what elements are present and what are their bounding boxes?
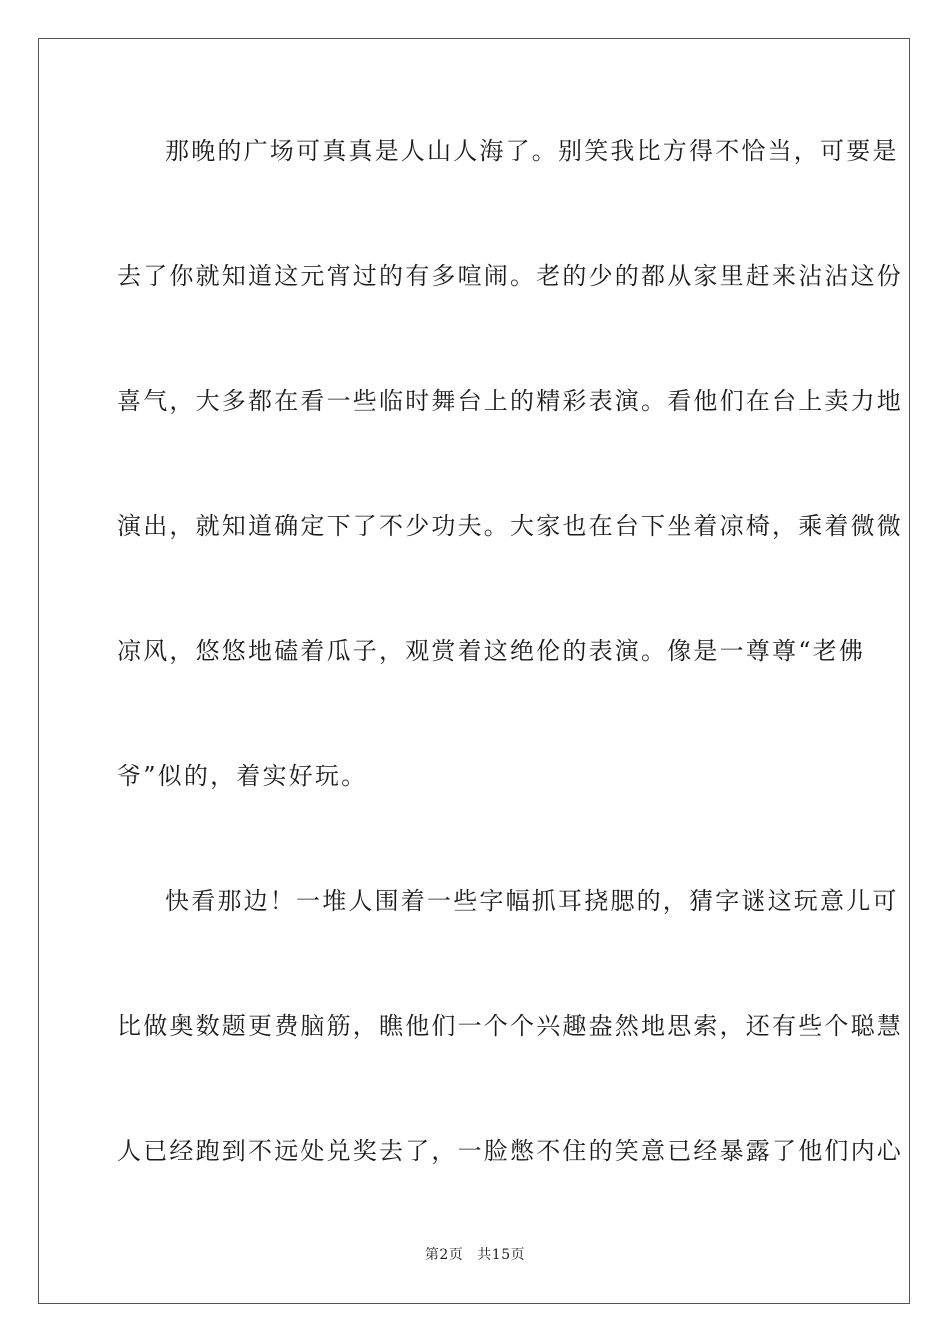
paragraph (117, 120, 903, 870)
text-line: 那晚的广场可真真是人山人海了。别笑我比方得不恰当，可要是 (165, 137, 899, 165)
total-pages: 共15页 (477, 1247, 526, 1263)
text-line: 快看那边！一堆人围着一些字幅抓耳挠腮的，猜字谜这玩意儿可 (165, 887, 899, 915)
text-line: 去了你就知道这元宵过的有多喧闹。老的少的都从家里赶来沾沾这份 (117, 262, 903, 290)
text-line: 凉风，悠悠地磕着瓜子，观赏着这绝伦的表演。像是一尊尊“老佛 (117, 637, 866, 665)
text-line: 爷”似的，着实好玩。 (117, 762, 368, 790)
page-footer (0, 1244, 950, 1264)
text-line: 喜气，大多都在看一些临时舞台上的精彩表演。看他们在台上卖力地 (117, 387, 903, 415)
document-body (117, 120, 903, 1245)
text-line: 人已经跑到不远处兑奖去了，一脸憋不住的笑意已经暴露了他们内心 (117, 1137, 903, 1165)
text-line: 演出，就知道确定下了不少功夫。大家也在台下坐着凉椅，乘着微微 (117, 512, 903, 540)
paragraph (117, 870, 903, 1245)
text-line: 比做奥数题更费脑筋，瞧他们一个个兴趣盎然地思索，还有些个聪慧 (117, 1012, 903, 1040)
page-number: 第2页 (424, 1247, 464, 1263)
